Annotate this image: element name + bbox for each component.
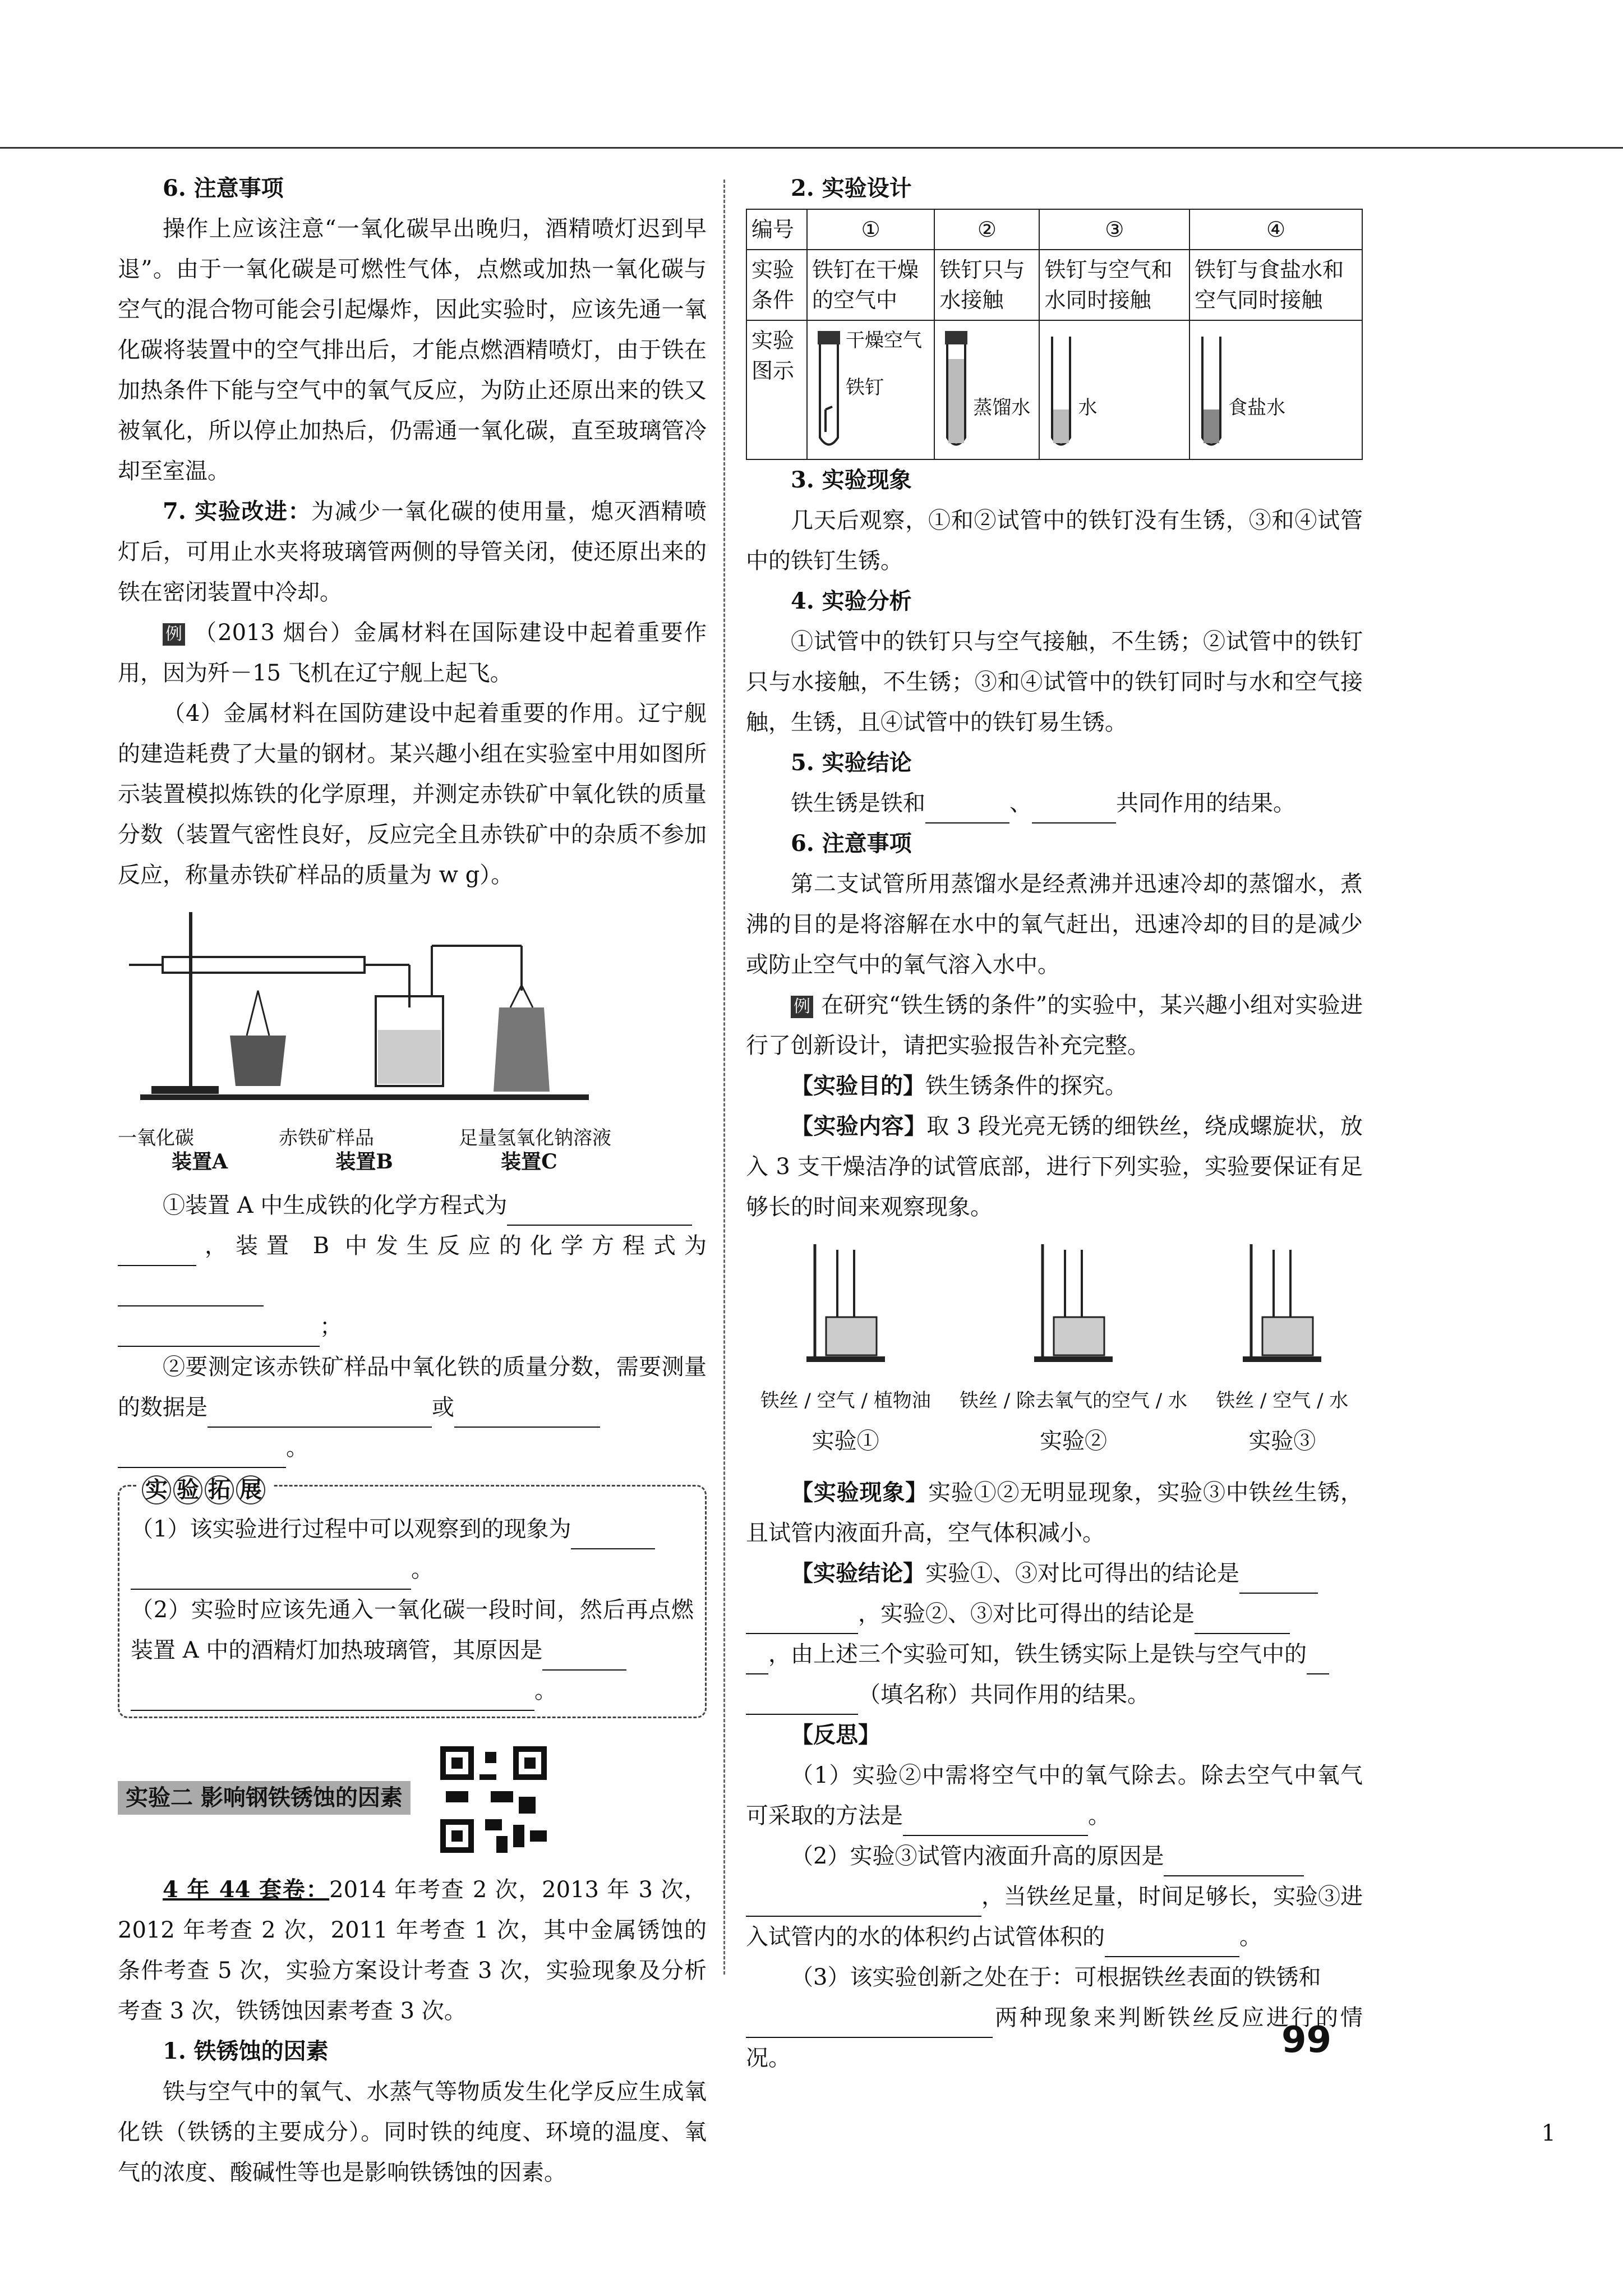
question: （1）实验②中需将空气中的氧气除去。除去空气中氧气可采取的方法是 。 — [746, 1755, 1363, 1836]
figure-label: 一氧化碳 — [118, 1127, 194, 1149]
qr-code-icon[interactable] — [440, 1746, 547, 1853]
answer-blank[interactable] — [1164, 1854, 1304, 1876]
answer-blank[interactable] — [507, 1203, 692, 1226]
paragraph: 【实验内容】取 3 段光亮无锈的细铁丝，绕成螺旋状，放入 3 支干燥洁净的试管底部，进行下列实验，实验要保证有足够长的时间来观察现象。 — [746, 1113, 1363, 1220]
question: （2）实验时应该先通入一氧化碳一段时间，然后再点燃装置 A 中的酒精灯加热玻璃管，其原因是 。 — [131, 1590, 694, 1711]
experiment-setup: 铁丝 / 空气 / 水 实验③ — [1216, 1239, 1348, 1461]
answer-blank[interactable] — [903, 1814, 1088, 1836]
section-band-row — [118, 1746, 707, 1853]
section-title: 6. 注意事项 — [163, 175, 284, 201]
apparatus-diagram — [118, 907, 611, 1114]
rust-experiment-figure — [746, 1239, 1363, 1461]
question: （3）该实验创新之处在于：可根据铁丝表面的铁锈和 两种现象来判断铁丝反应进行的情况。 — [746, 1964, 1363, 2071]
section-title: 6. 注意事项 — [791, 830, 912, 857]
left-column — [118, 168, 707, 2193]
paragraph: 操作上应该注意“一氧化碳早出晚归，酒精喷灯迟到早退”。由于一氧化碳是可燃性气体，点燃或加热一氧化碳与空气的混合物可能会引起爆炸，因此实验时，应该先通一氧化碳将装置中的空气排出后，才能点燃酒精喷灯，由于铁在加热条件下能与空气中的氧气反应，为防止还原出来的铁又被氧化，所以停止加热后，仍需通一氧化碳，直至玻璃管冷却至室温。 — [118, 216, 707, 484]
test-tube-icon — [1044, 325, 1078, 454]
answer-blank[interactable] — [746, 1612, 858, 1634]
answer-blank[interactable] — [208, 1405, 432, 1428]
table-row: 编号 ① ② ③ ④ — [746, 209, 1362, 250]
test-tube-icon — [1195, 325, 1228, 454]
answer-blank[interactable] — [746, 2016, 993, 2038]
question: 【实验结论】实验①、③对比可得出的结论是 ，实验②、③对比可得出的结论是 ，由上述三个实验可知，铁生锈实际上是铁与空气中的 （填名称）共同作用的结果。 — [746, 1553, 1363, 1715]
answer-blank[interactable] — [542, 1648, 626, 1671]
paragraph: 7. 实验改进：为减少一氧化碳的使用量，熄灭酒精喷灯后，可用止水夹将玻璃管两侧的导管关闭，使还原出来的铁在密闭装置中冷却。 — [118, 498, 707, 605]
answer-blank[interactable] — [131, 1567, 411, 1590]
figure-label: 赤铁矿样品 — [279, 1127, 374, 1149]
corner-number: 1 — [1541, 2120, 1556, 2146]
answer-blank[interactable] — [1195, 1612, 1290, 1634]
section-title: 2. 实验设计 — [791, 175, 912, 201]
paragraph: 【实验目的】铁生锈条件的探究。 — [791, 1073, 1127, 1099]
test-tube-figure: 食盐水 — [1189, 320, 1362, 459]
question: （1）该实验进行过程中可以观察到的现象为 。 — [131, 1509, 694, 1590]
page-number: 99 — [1281, 2019, 1331, 2061]
answer-blank[interactable] — [571, 1527, 655, 1549]
figure-caption: 实验① — [811, 1428, 879, 1454]
paragraph: 铁生锈是铁和 、 共同作用的结果。 — [746, 783, 1363, 823]
test-tube-icon — [939, 325, 973, 454]
question: （2）实验③试管内液面升高的原因是 ，当铁丝足量，时间足够长，实验③进入试管内的水的体积约占试管体积的 。 — [746, 1836, 1363, 1957]
figure-caption: 实验② — [1039, 1428, 1107, 1454]
table-row: 实验条件 铁钉在干燥的空气中 铁钉只与水接触 铁钉与空气和水同时接触 铁钉与食盐水和空气同时接触 — [746, 250, 1362, 320]
answer-blank[interactable] — [746, 1652, 768, 1674]
answer-blank[interactable] — [118, 1324, 320, 1347]
section-title: 4. 实验分析 — [791, 588, 912, 614]
beaker-setup-icon — [1240, 1239, 1324, 1368]
paragraph: ①试管中的铁钉只与空气接触，不生锈；②试管中的铁钉只与水接触，不生锈；③和④试管中的铁钉同时与水和空气接触，生锈，且④试管中的铁钉易生锈。 — [746, 629, 1363, 735]
paragraph: （4）金属材料在国防建设中起着重要的作用。辽宁舰的建造耗费了大量的钢材。某兴趣小组在实验室中用如图所示装置模拟炼铁的化学原理，并测定赤铁矿中氧化铁的质量分数（装置气密性良好，反应完全且赤铁矿中的杂质不参加反应，称量赤铁矿样品的质量为 w g）。 — [118, 701, 707, 888]
paragraph: 几天后观察，①和②试管中的铁钉没有生锈，③和④试管中的铁钉生锈。 — [746, 508, 1363, 574]
answer-blank[interactable] — [746, 1894, 981, 1917]
paragraph: 4 年 44 套卷：2014 年考查 2 次，2013 年 3 次，2012 年考查 2 次，2011 年考查 1 次，其中金属锈蚀的条件考查 5 次，实验方案设计考查 3 次，实验现象及分析考查 3 次，铁锈蚀因素考查 3 次。 — [118, 1876, 707, 2024]
example-icon: 例 — [163, 623, 185, 646]
section-band: 实验二 影响钢铁锈蚀的因素 — [118, 1781, 411, 1815]
question: ①装置 A 中生成铁的化学方程式为 ，装置 B 中发生反应的化学方程式为 ； — [118, 1185, 707, 1347]
question: ②要测定该赤铁矿样品中氧化铁的质量分数，需要测量的数据是 或 。 — [118, 1347, 707, 1468]
answer-blank[interactable] — [1032, 801, 1116, 823]
experiment-setup: 铁丝 / 除去氧气的空气 / 水 实验② — [960, 1239, 1187, 1461]
experiment-table — [746, 209, 1363, 460]
answer-blank[interactable] — [131, 1688, 534, 1711]
experiment-setup: 铁丝 / 空气 / 植物油 实验① — [760, 1239, 931, 1461]
column-divider — [723, 180, 725, 1975]
answer-blank[interactable] — [118, 1446, 286, 1468]
section-title: 3. 实验现象 — [791, 467, 912, 493]
test-tube-figure: 水 — [1039, 320, 1189, 459]
answer-blank[interactable] — [1239, 1571, 1318, 1594]
test-tube-icon — [812, 325, 846, 454]
answer-blank[interactable] — [1307, 1652, 1329, 1674]
apparatus-figure — [118, 907, 707, 1174]
answer-blank[interactable] — [118, 1284, 264, 1306]
example-paragraph: 例 （2013 烟台）金属材料在国际建设中起着重要作用，因为歼－15 飞机在辽宁舰上起飞。 — [118, 620, 707, 686]
section-title: 1. 铁锈蚀的因素 — [163, 2038, 329, 2064]
top-rule — [0, 147, 1623, 149]
paragraph: 铁与空气中的氧气、水蒸气等物质发生化学反应生成氧化铁（铁锈的主要成分）。同时铁的纯度、环境的温度、氧气的浓度、酸碱性等也是影响铁锈蚀的因素。 — [118, 2079, 707, 2185]
test-tube-figure: 干燥空气 铁钉 — [807, 320, 934, 459]
answer-blank[interactable] — [746, 1692, 858, 1715]
section-title: 7. 实验改进： — [163, 498, 312, 524]
paragraph: 第二支试管所用蒸馏水是经煮沸并迅速冷却的蒸馏水，煮沸的目的是将溶解在水中的氧气赶出，迅速冷却的目的是减少或防止空气中的氧气溶入水中。 — [746, 871, 1363, 978]
figure-caption: 装置B — [335, 1150, 393, 1174]
figure-caption: 实验③ — [1248, 1428, 1316, 1454]
section-title: 【反思】 — [791, 1722, 880, 1748]
extension-box — [118, 1476, 707, 1718]
beaker-setup-icon — [1031, 1239, 1115, 1368]
figure-caption: 装置A — [172, 1150, 228, 1174]
table-row: 实验图示 干燥空气 铁钉 蒸馏水 水 食盐水 — [746, 320, 1362, 459]
figure-label: 足量氢氧化钠溶液 — [459, 1127, 611, 1149]
answer-blank[interactable] — [925, 801, 1009, 823]
example-icon: 例 — [791, 996, 813, 1018]
answer-blank[interactable] — [1105, 1935, 1239, 1957]
answer-blank[interactable] — [118, 1244, 196, 1266]
example-paragraph: 例 在研究“铁生锈的条件”的实验中，某兴趣小组对实验进行了创新设计，请把实验报告补充完整。 — [746, 992, 1363, 1059]
section-title: 5. 实验结论 — [791, 749, 912, 776]
paragraph: 【实验现象】实验①②无明显现象，实验③中铁丝生锈，且试管内液面升高，空气体积减小。 — [746, 1479, 1363, 1546]
figure-caption: 装置C — [501, 1150, 557, 1174]
beaker-setup-icon — [804, 1239, 888, 1368]
extension-tag: 实 验 拓 展 — [136, 1470, 273, 1510]
right-column — [746, 168, 1363, 2078]
test-tube-figure: 蒸馏水 — [934, 320, 1039, 459]
answer-blank[interactable] — [454, 1405, 600, 1428]
